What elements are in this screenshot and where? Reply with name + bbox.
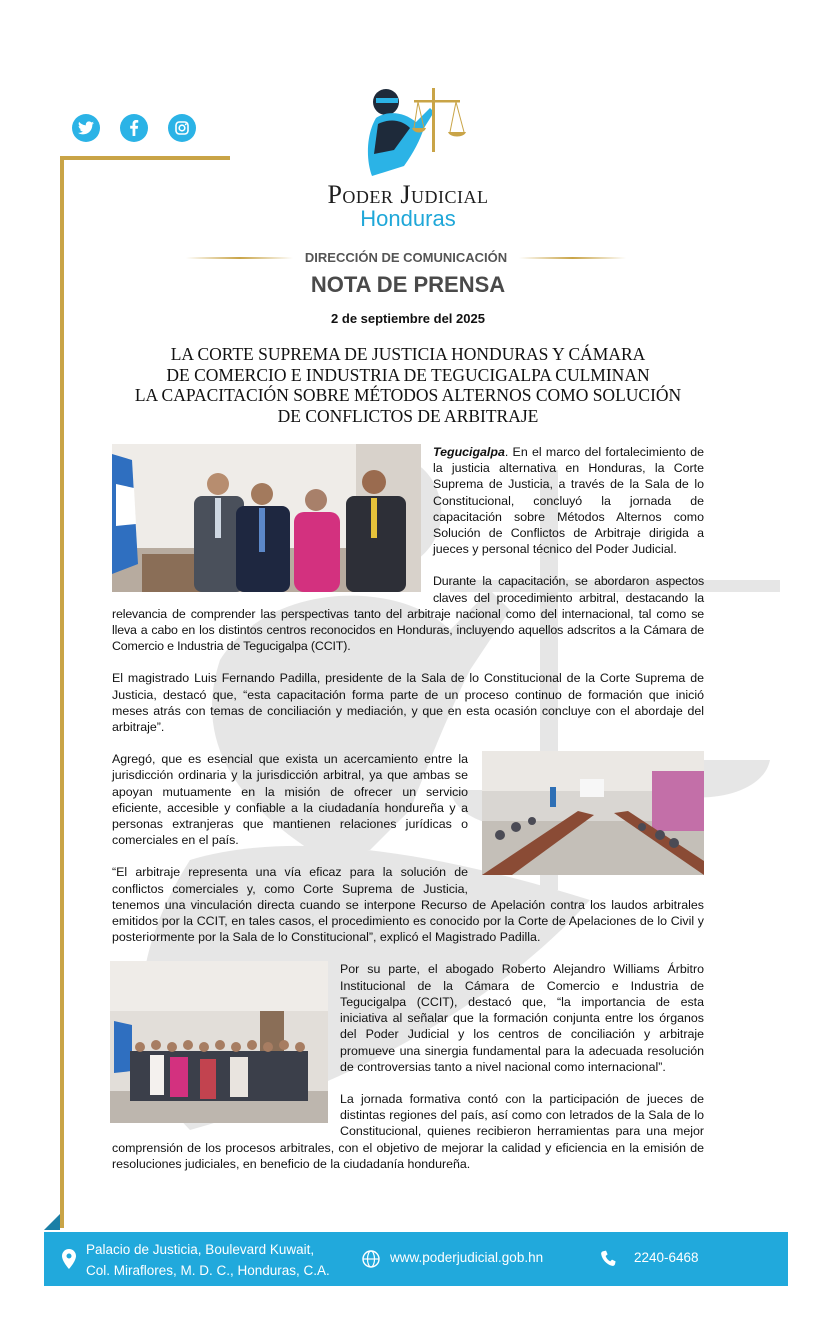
gold-frame-top: [60, 156, 230, 160]
address-line: Palacio de Justicia, Boulevard Kuwait,: [86, 1242, 315, 1257]
headline-line: LA CORTE SUPREMA DE JUSTICIA HONDURAS Y CÁMARA: [170, 344, 646, 364]
paragraph-4: Agregó, que es esencial que exista un acercamiento entre la jurisdicción ordinaria y la jurisdicción arbitral, ya que ambas se apoyan mutuamente en la misión de ofrecer un servicio eficiente, accesible y confiable a la ciudadanía hondureña y a personas extranjeras que mantienen relaciones jurídicas o comerciales en el país.: [112, 752, 468, 848]
headline-line: DE COMERCIO E INDUSTRIA DE TEGUCIGALPA CULMINAN: [166, 364, 650, 385]
paragraph-6: Por su parte, el abogado Roberto Alejandro Williams Árbitro Institucional de la Cámara de Comercio e Industria de Tegucigalpa (CCIT), destacó que, “la importancia de esta iniciativa al señalar que la formación conjunta entre los órganos del Poder Judicial y los centros de conciliación y arbitraje promueve una sinergia fundamental para la adecuada resolución de controversias tanto a nivel nacional como internacional”.: [340, 962, 704, 1074]
paragraph-intro-text: . En el marco del fortalecimiento de la justicia alternativa en Honduras, la Corte Suprema de Justicia, a través de la Sala de lo Constitucional, concluyó la jornada de capacitación sobre Métodos Alternos como Solución de Conflictos de Arbitraje dirigida a jueces y personal técnico del Poder Judicial.: [433, 445, 704, 557]
photo-group: [110, 961, 328, 1123]
paragraph-3: El magistrado Luis Fernando Padilla, presidente de la Sala de lo Constitucional de la Corte Suprema de Justicia, destacó que, “esta capacitación forma parte de un proceso continuo de formación que inició meses atrás con temas de conciliación y mediación, y que en esta ocasión concluye con el abordaje del arbitraje”.: [112, 671, 704, 735]
dateline: Tegucigalpa: [433, 445, 505, 459]
corner-accent: [44, 1214, 60, 1230]
facebook-icon[interactable]: [120, 114, 148, 142]
document-type: NOTA DE PRENSA: [310, 272, 506, 297]
photo-training-room: [482, 751, 704, 875]
article-body: [112, 444, 704, 1172]
paragraph-2: Durante la capacitación, se abordaron aspectos claves del procedimiento arbitral, destacando la relevancia de comprender las perspectivas tanto del arbitraje nacional como del internacional, tal como se lleva a cabo en los distintos centros reconocidos en Honduras, incluyendo aquellos adscritos a la Cámara de Comercio e Industria de Tegucigalpa (CCIT).: [112, 574, 704, 654]
headline-line: DE CONFLICTOS DE ARBITRAJE: [277, 405, 539, 426]
poder-judicial-logo: [364, 80, 474, 184]
headline-line: LA CAPACITACIÓN SOBRE MÉTODOS ALTERNOS COMO SOLUCIÓN: [134, 385, 682, 405]
brand-country: Honduras: [360, 206, 456, 231]
paragraph-7: La jornada formativa contó con la participación de jueces de distintas regiones del país, así como con letrados de la Sala de lo Constitucional, quienes recibieron herramientas para una mejor comprensión de los procesos arbitrales, con el objetivo de mejorar la calidad y eficiencia en la emisión de resoluciones judiciales, en beneficio de la ciudadanía hondureña.: [112, 1091, 704, 1171]
department-label: DIRECCIÓN DE COMUNICACIÓN: [304, 250, 508, 265]
photo-officials: [112, 444, 421, 592]
headline: [100, 344, 716, 426]
footer-phone: 2240-6468: [634, 1250, 699, 1265]
phone-icon: [600, 1250, 616, 1268]
globe-icon: [362, 1250, 380, 1268]
footer-address: [86, 1239, 330, 1281]
instagram-icon[interactable]: [168, 114, 196, 142]
press-date: 2 de septiembre del 2025: [331, 311, 485, 326]
social-links: [72, 114, 196, 142]
department-row: [186, 250, 626, 265]
location-pin-icon: [62, 1249, 76, 1269]
paragraph-5: “El arbitraje representa una vía eficaz para la solución de conflictos comerciales y, como Corte Suprema de Justicia, tenemos una vinculación directa cuando se interpone Recurso de Apelación contra los laudos arbitrales emitidos por la CCIT, en tales casos, el procedimiento es conocido por la Corte de Apelaciones de lo Civil y posteriormente por la Sala de lo Constitucional”, explicó el Magistrado Padilla.: [112, 865, 704, 945]
address-line: Col. Miraflores, M. D. C., Honduras, C.A.: [86, 1263, 330, 1278]
footer-website[interactable]: www.poderjudicial.gob.hn: [390, 1250, 544, 1265]
brand-name: Poder Judicial: [327, 180, 489, 209]
divider: [186, 257, 293, 259]
divider: [519, 257, 626, 259]
footer-bar: [44, 1232, 788, 1286]
twitter-icon[interactable]: [72, 114, 100, 142]
